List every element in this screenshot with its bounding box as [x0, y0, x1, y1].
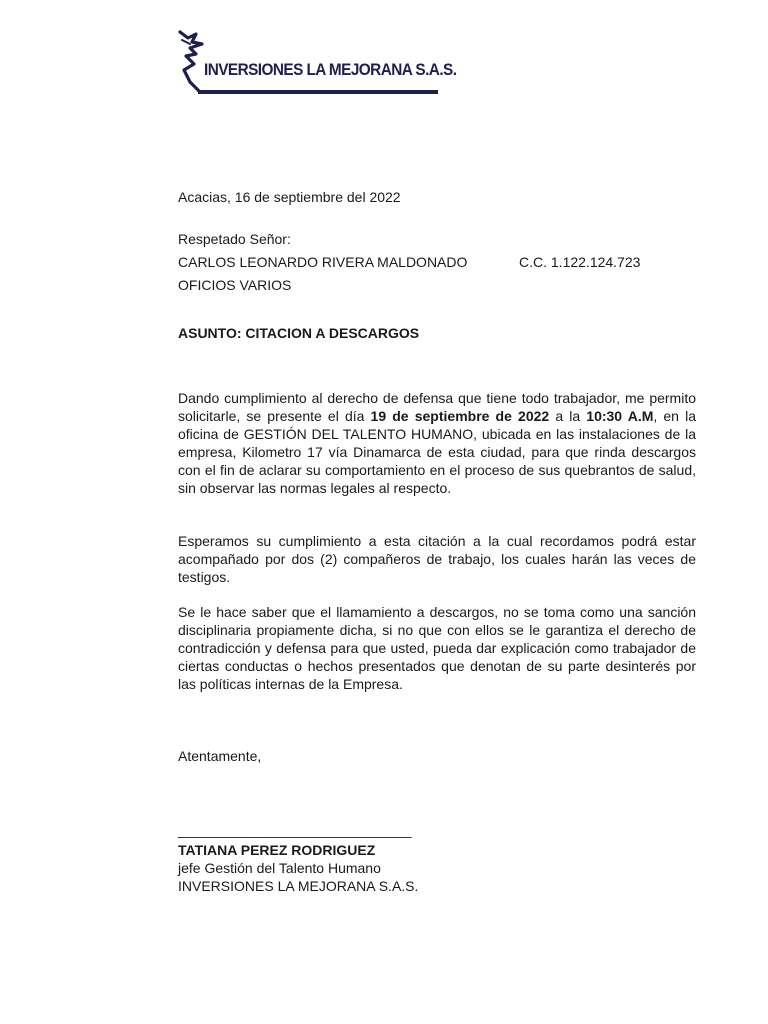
recipient-name-row — [178, 254, 696, 277]
paragraph-1 — [178, 390, 696, 497]
meeting-time: 10:30 A.M — [586, 407, 654, 424]
signature-block — [178, 842, 696, 896]
paragraph-1-text-c: , en la oficina de GESTIÓN DEL TALENTO HUMANO, ubicada en las instalaciones de la empresa, Kilometro 17 vía Dinamarca de esta ciudad, para que rinda descargos con el fin de aclarar su comportamiento en el proceso de sus quebrantos de salud, sin observar las normas legales al respecto. — [178, 407, 697, 496]
subject-line: ASUNTO: CITACION A DESCARGOS — [178, 325, 420, 341]
recipient-role-row — [178, 277, 696, 300]
signer-name: TATIANA PEREZ RODRIGUEZ — [178, 842, 376, 858]
closing: Atentamente, — [178, 748, 262, 764]
signature-line: ______________________________ — [178, 822, 412, 838]
paragraph-3: Se le hace saber que el llamamiento a descargos, no se toma como una sanción disciplinaria propiamente dicha, si no que con ellos se le garantiza el derecho de contradicción y defensa para que usted, pueda dar explicación como trabajador de ciertas conductas o hechos presentados que denotan de su parte desinterés por las políticas internas de la Empresa. — [178, 604, 696, 692]
meeting-date: 19 de septiembre de 2022 — [370, 407, 550, 424]
recipient-id: C.C. 1.122.124.723 — [519, 254, 641, 270]
salutation-text: Respetado Señor: — [178, 231, 291, 247]
signer-company: INVERSIONES LA MEJORANA S.A.S. — [178, 877, 419, 894]
paragraph-2: Esperamos su cumplimiento a esta citación a la cual recordamos podrá estar acompañado por dos (2) compañeros de trabajo, los cuales harán las veces de testigos. — [178, 533, 696, 585]
recipient-block — [178, 231, 696, 300]
paragraph-1-text-b: a la — [549, 407, 587, 424]
place-date: Acacias, 16 de septiembre del 2022 — [178, 189, 401, 205]
company-logo-text: INVERSIONES LA MEJORANA S.A.S. — [204, 61, 457, 79]
paragraph-1-text-a: Dando cumplimiento al derecho de defensa que tiene todo trabajador, me permito solicitarle, se presente el día — [178, 390, 696, 424]
signer-title: jefe Gestión del Talento Humano — [178, 859, 381, 876]
recipient-role: OFICIOS VARIOS — [178, 277, 292, 293]
company-logo — [176, 30, 457, 96]
salutation — [178, 231, 696, 254]
logo-underline — [198, 90, 438, 94]
recipient-name: CARLOS LEONARDO RIVERA MALDONADO — [178, 254, 468, 270]
